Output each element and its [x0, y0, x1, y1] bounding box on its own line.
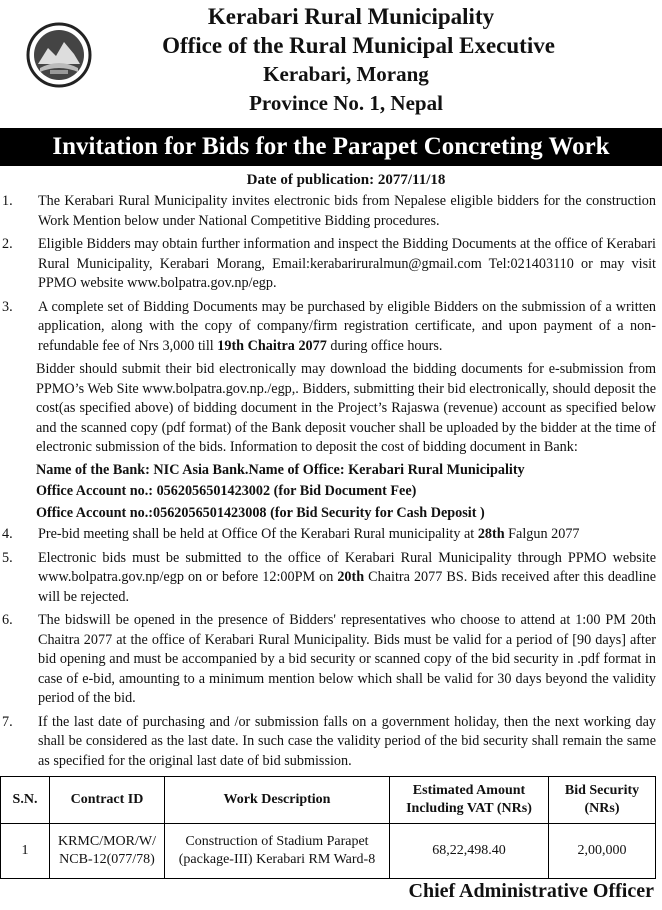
header-work-description: Work Description	[165, 777, 390, 824]
header-bid-security: Bid Security (NRs)	[549, 777, 656, 824]
cell-sn: 1	[1, 824, 50, 879]
table-header-row	[1, 777, 656, 824]
bidding-info-paragraph: Bidder should submit their bid electronically may download the bidding documents for e-submission from PPMO’s Web Site www.bolpatra.gov.np./egp,. Bidders, submitting their bid electronically, should deposit the cost(as specified above) of bidding document in the Project’s Rajaswa (revenue) account as specified below and the scanned copy (pdf format) of the Bank deposit voucher shall be uploaded by the bidder at the time of electronic submission of the bids. Information to deposit the cost of bidding document in Bank:	[36, 361, 656, 455]
item-text-part: during office hours.	[326, 337, 443, 354]
item-number: 4.	[2, 526, 13, 542]
bank-name: Name of the Bank: NIC Asia Bank.Name of Office: Kerabari Rural Municipality	[36, 461, 525, 478]
item-text-part: Falgun 2077	[504, 526, 580, 542]
header-contract-id: Contract ID	[50, 777, 165, 824]
cell-contract-id: KRMC/MOR/W/ NCB-12(077/78)	[50, 824, 165, 879]
contract-table	[0, 776, 656, 879]
item-text-bold: 20th	[337, 569, 365, 585]
item-text	[38, 298, 656, 357]
list-item	[0, 298, 656, 357]
item-text	[38, 525, 656, 545]
office-name: Office of the Rural Municipal Executive	[162, 33, 555, 58]
list-item	[0, 611, 656, 709]
item-text-part: A complete set of Bidding Documents may be purchased by eligible Bidders on the submission of a written application, along with the copy of company/firm registration certificate, and upon payment of a non-refundable fee of Nrs 3,000 till	[38, 298, 656, 354]
municipality-name: Kerabari Rural Municipality	[207, 4, 495, 29]
item-number: 1.	[2, 193, 13, 209]
item-number: 2.	[2, 236, 13, 252]
cell-bid-security: 2,00,000	[549, 824, 656, 879]
header-estimated-amount: Estimated Amount Including VAT (NRs)	[390, 777, 549, 824]
header-titles	[0, 2, 662, 118]
item-text: The Kerabari Rural Municipality invites electronic bids from Nepalese eligible bidders for the construction Work Mention below under National Competitive Bidding procedures.	[38, 193, 656, 229]
item-text	[38, 549, 656, 608]
item-text-part: Pre-bid meeting shall be held at Office Of the Kerabari Rural municipality at	[38, 526, 478, 542]
cell-estimated-amount: 68,22,498.40	[390, 824, 549, 879]
item-text: Eligible Bidders may obtain further information and inspect the Bidding Documents at the office of Kerabari Rural Municipality, Kerabari Morang, Email:kerabariruralmun@gmail.com Tel:021403110 or may visit PPMO website www.bolpatra.gov.np/egp.	[38, 236, 656, 291]
list-item	[0, 713, 656, 772]
item-number: 3.	[2, 298, 13, 315]
list-item	[0, 525, 656, 545]
account-bid-security: Office Account no.:0562056501423008 (for Bid Security for Cash Deposit )	[36, 504, 485, 521]
list-item	[0, 549, 656, 608]
account-document-fee: Office Account no.: 0562056501423002 (for Bid Document Fee)	[36, 483, 417, 499]
location: Kerabari, Morang	[263, 62, 429, 86]
item-text: The bidswill be opened in the presence of Bidders' representatives who choose to attend at 1:00 PM 20th Chaitra 2077 at the office of Kerabari Rural Municipality. Bids must be valid for a period of [90 days] after bid opening and must be accompanied by a bid security or scanned copy of the bid security in .pdf format in case of e-bid, amounting to a minimum mention below which shall be valid for 30 days beyond the validity period of the bid.	[38, 612, 656, 706]
list-item	[0, 235, 656, 294]
province: Province No. 1, Nepal	[249, 91, 443, 115]
cell-work-description: Construction of Stadium Parapet (package-III) Kerabari RM Ward-8	[165, 824, 390, 879]
notice-title: Invitation for Bids for the Parapet Concreting Work	[0, 128, 662, 166]
item-text-part: Electronic bids must be submitted to the office of Kerabari Rural Municipality through PPMO website www.bolpatra.gov.np/egp on or before 12:00PM on	[38, 549, 656, 585]
item-text-bold: 19th Chaitra 2077	[217, 337, 327, 354]
publication-date: Date of publication: 2077/11/18	[246, 172, 446, 188]
item-text-bold: 28th	[477, 526, 505, 542]
notice-body	[0, 192, 656, 775]
item-text-part: Chaitra 2077 BS. Bids received after this deadline will be rejected.	[38, 569, 656, 605]
signatory-title: Chief Administrative Officer	[408, 880, 654, 902]
item-number: 6.	[2, 612, 13, 628]
header-sn: S.N.	[1, 777, 50, 824]
item-text: If the last date of purchasing and /or submission falls on a government holiday, then the next working day shall be considered as the last date. In such case the validity period of the bid security shall remain the same as specified for the original last date of bid submission.	[38, 713, 656, 769]
table-row	[1, 824, 656, 879]
item-number: 5.	[2, 549, 13, 566]
item-number: 7.	[2, 713, 13, 730]
header	[0, 0, 662, 128]
list-item	[0, 192, 656, 231]
